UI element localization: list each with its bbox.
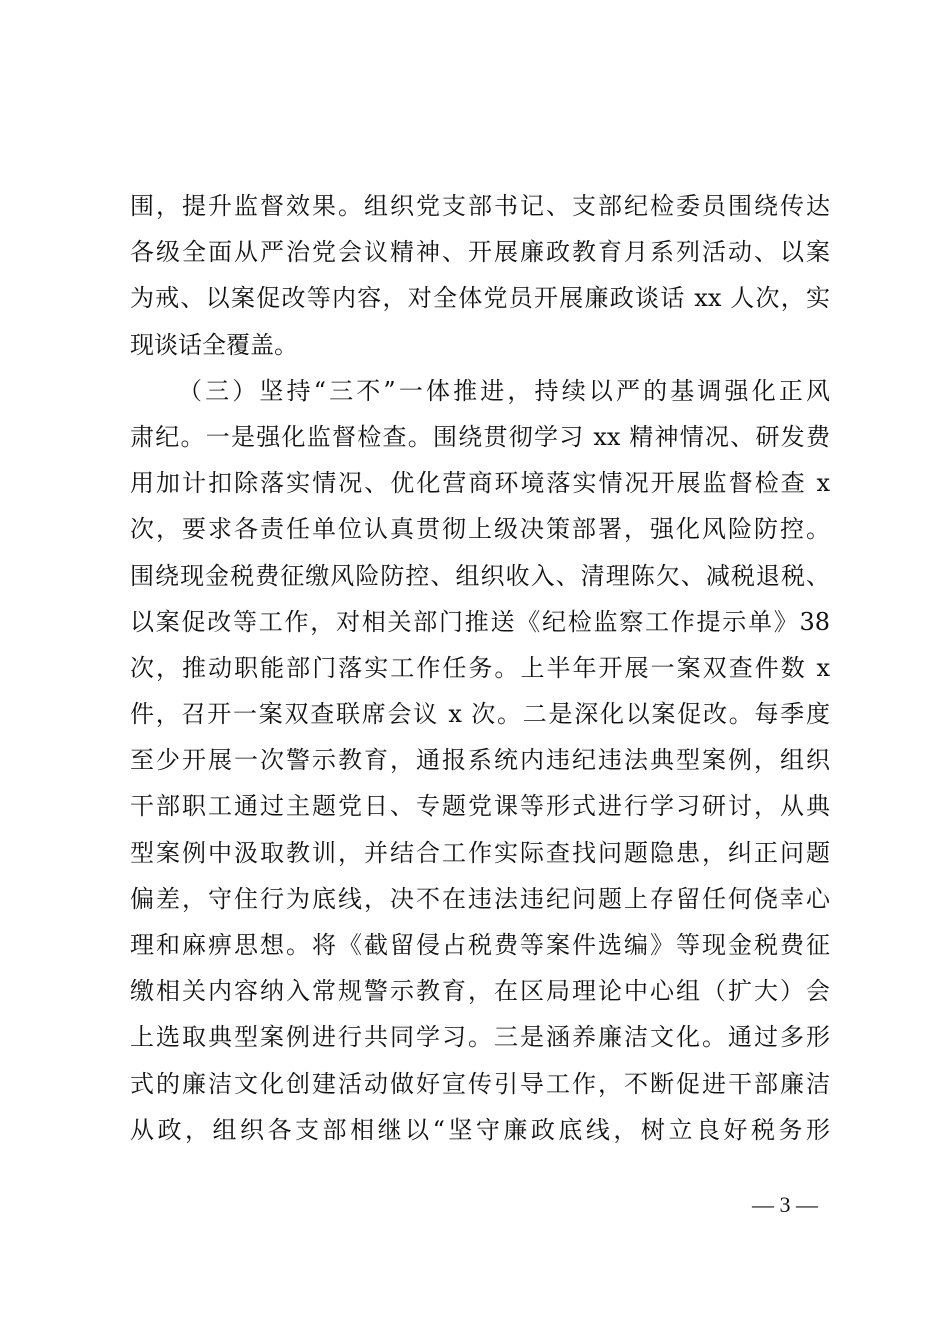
text-line: 以案促改等工作，对相关部门推送《纪检监察工作提示单》38 bbox=[130, 607, 830, 636]
text-line: 偏差，守住行为底线，决不在违法违纪问题上存留任何侥幸心 bbox=[130, 884, 830, 913]
text-line: 围绕现金税费征缴风险防控、组织收入、清理陈欠、减税退税、 bbox=[130, 561, 830, 590]
text-line: 式的廉洁文化创建活动做好宣传引导工作，不断促进干部廉洁 bbox=[130, 1069, 830, 1098]
text-line: 从政，组织各支部相继以“坚守廉政底线，树立良好税务形 bbox=[130, 1115, 830, 1144]
body-text bbox=[130, 183, 830, 1153]
text-line: 缴相关内容纳入常规警示教育，在区局理论中心组（扩大）会 bbox=[130, 977, 830, 1006]
paragraph-2 bbox=[130, 368, 830, 1153]
text-line: 围，提升监督效果。组织党支部书记、支部纪检委员围绕传达 bbox=[130, 192, 830, 220]
paragraph-1 bbox=[130, 183, 830, 368]
text-line: 至少开展一次警示教育，通报系统内违纪违法典型案例，组织 bbox=[130, 746, 830, 775]
text-line: 上选取典型案例进行共同学习。三是涵养廉洁文化。通过多形 bbox=[130, 1023, 830, 1052]
text-line: 肃纪。一是强化监督检查。围绕贯彻学习 xx 精神情况、研发费 bbox=[130, 422, 830, 451]
page-number: — 3 — bbox=[752, 1192, 818, 1217]
text-line: 件，召开一案双查联席会议 x 次。二是深化以案促改。每季度 bbox=[130, 700, 830, 729]
text-line: 次，要求各责任单位认真贯彻上级决策部署，强化风险防控。 bbox=[130, 515, 830, 544]
section-heading-line: （三）坚持“三不”一体推进，持续以严的基调强化正风 bbox=[178, 376, 830, 405]
text-line: 理和麻痹思想。将《截留侵占税费等案件选编》等现金税费征 bbox=[130, 931, 830, 959]
text-line: 次，推动职能部门落实工作任务。上半年开展一案双查件数 x bbox=[130, 653, 830, 682]
text-line: 现谈话全覆盖。 bbox=[130, 330, 298, 359]
text-line: 为戒、以案促改等内容，对全体党员开展廉政谈话 xx 人次，实 bbox=[130, 284, 830, 313]
text-line: 型案例中汲取教训，并结合工作实际查找问题隐患，纠正问题 bbox=[130, 838, 830, 867]
text-line: 干部职工通过主题党日、专题党课等形式进行学习研讨，从典 bbox=[130, 792, 830, 821]
text-line: 各级全面从严治党会议精神、开展廉政教育月系列活动、以案 bbox=[130, 238, 830, 267]
text-line: 用加计扣除落实情况、优化营商环境落实情况开展监督检查 x bbox=[130, 469, 830, 498]
